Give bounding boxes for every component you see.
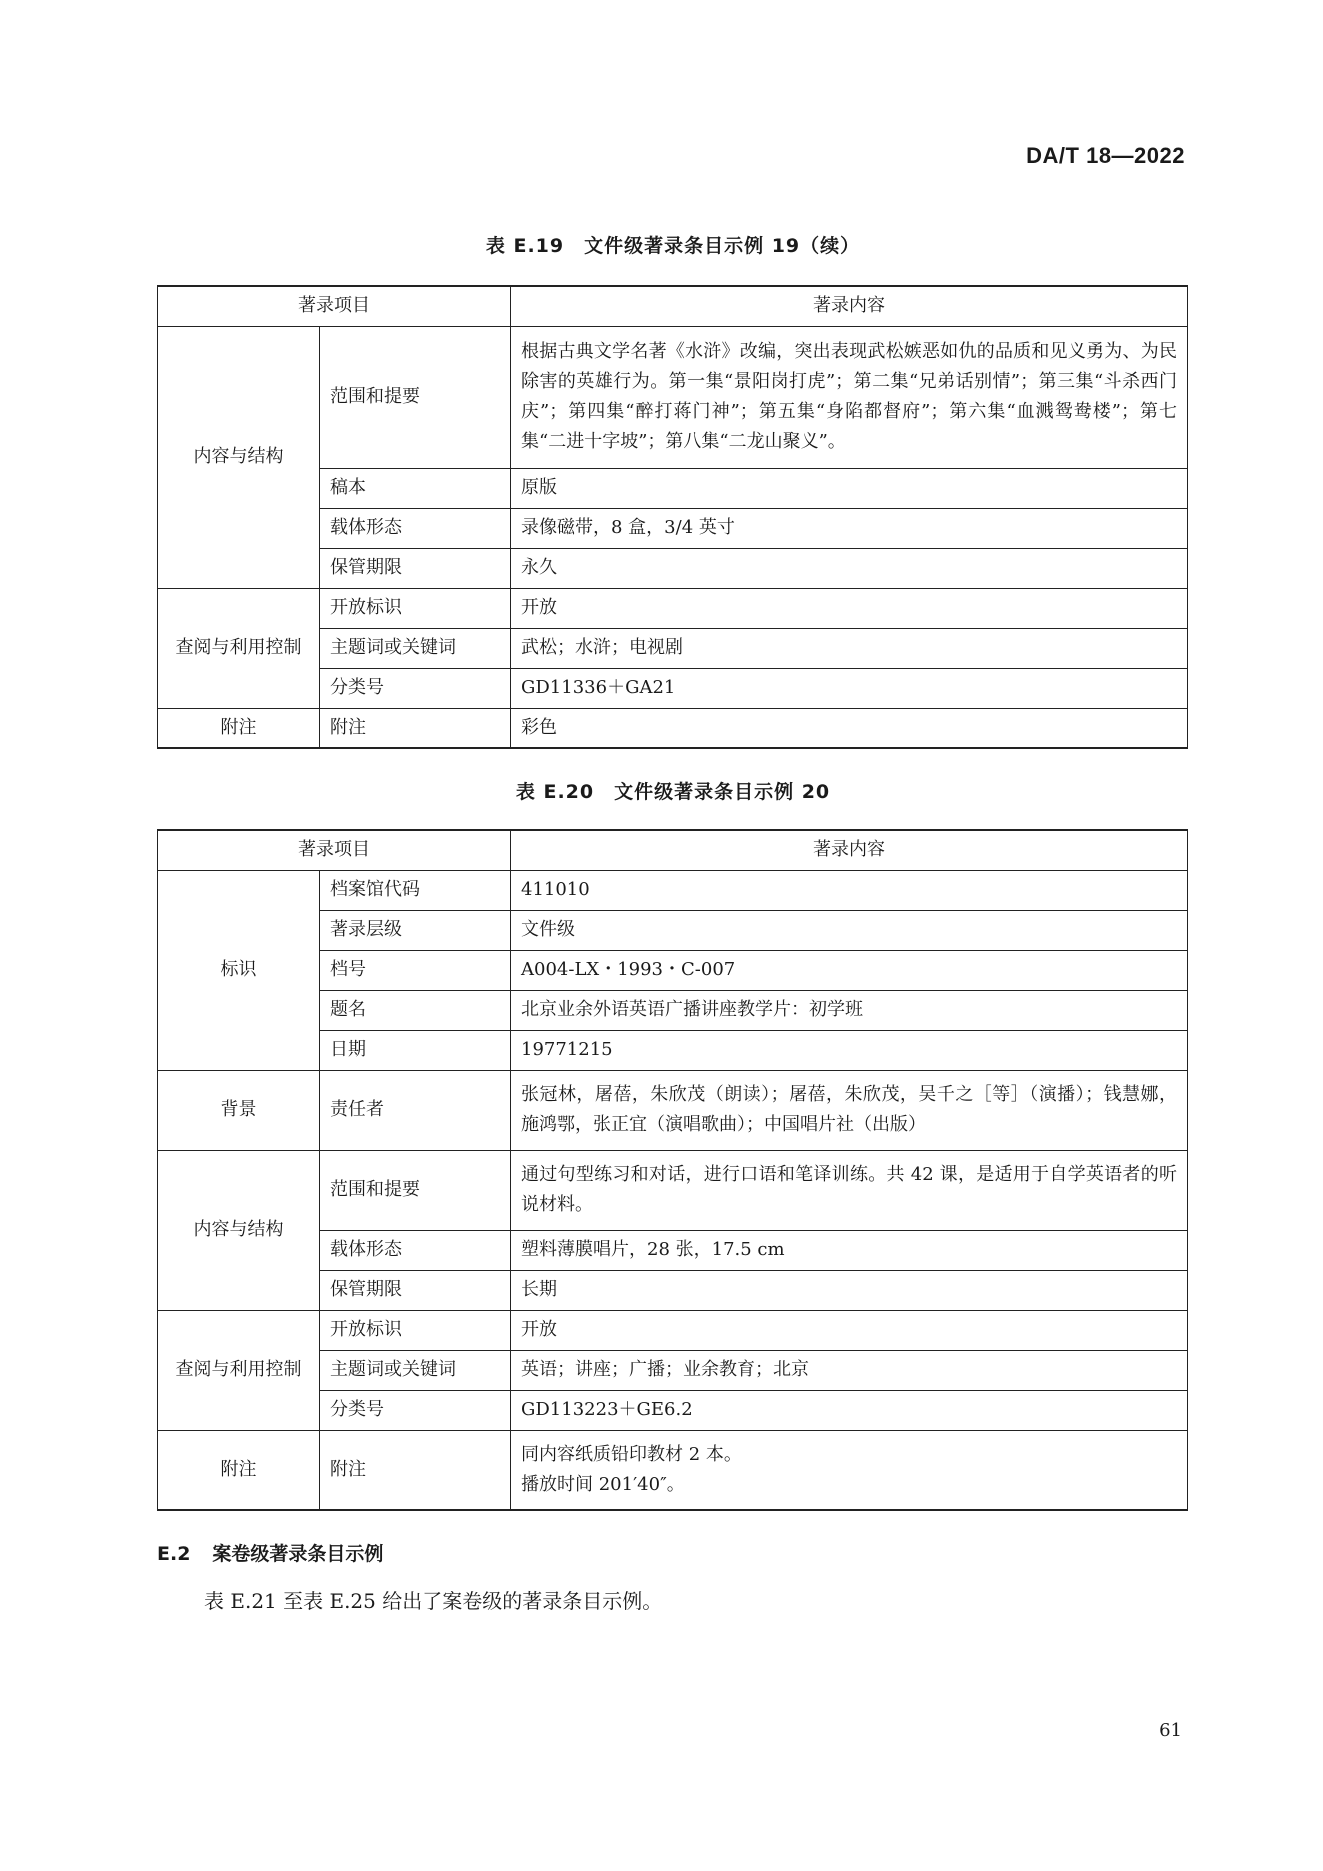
standard-number: DA/T 18—2022 xyxy=(1026,143,1185,168)
table-19-row-value: 原版 xyxy=(511,468,1188,508)
table-20-row-label: 档号 xyxy=(320,950,511,990)
table-20 xyxy=(157,829,1188,1511)
table-19-row-value: GD11336＋GA21 xyxy=(511,668,1188,708)
table-19-row-label: 载体形态 xyxy=(320,508,511,548)
table-20-group-notes: 附注 xyxy=(158,1430,320,1510)
table-20-row-label: 附注 xyxy=(320,1430,511,1510)
section-heading xyxy=(157,1539,383,1566)
table-20-row-value: 通过句型练习和对话，进行口语和笔译训练。共 42 课，是适用于自学英语者的听说材料。 xyxy=(511,1150,1188,1230)
table-19-row-label: 稿本 xyxy=(320,468,511,508)
table-20-row-value: 张冠林，屠蓓，朱欣茂（朗读）；屠蓓，朱欣茂，吴千之［等］（演播）；钱慧娜，施鸿鄂，张正宜（演唱歌曲）；中国唱片社（出版） xyxy=(511,1070,1188,1150)
table-19-row-value: 彩色 xyxy=(511,708,1188,748)
table-19-row-value: 开放 xyxy=(511,588,1188,628)
section-title: 案卷级著录条目示例 xyxy=(212,1543,384,1565)
table-20-head-content: 著录内容 xyxy=(511,830,1188,870)
table-19-head-content: 著录内容 xyxy=(511,286,1188,326)
table-19-row-label: 保管期限 xyxy=(320,548,511,588)
table-20-row-value: 长期 xyxy=(511,1270,1188,1310)
table-19-row-label: 主题词或关键词 xyxy=(320,628,511,668)
page-number: 61 xyxy=(1159,1720,1182,1741)
table-20-row-value: GD113223＋GE6.2 xyxy=(511,1390,1188,1430)
table-20-row-value: 开放 xyxy=(511,1310,1188,1350)
table-20-row-label: 范围和提要 xyxy=(320,1150,511,1230)
table-19-group-notes: 附注 xyxy=(158,708,320,748)
table-19-head-item: 著录项目 xyxy=(158,286,511,326)
table-19-row-value: 根据古典文学名著《水浒》改编，突出表现武松嫉恶如仇的品质和见义勇为、为民除害的英雄行为。第一集“景阳岗打虎”；第二集“兄弟话别情”；第三集“斗杀西门庆”；第四集“醉打蒋门神”；第五集“身陷都督府”；第六集“血溅鸳鸯楼”；第七集“二进十字坡”；第八集“二龙山聚义”。 xyxy=(511,326,1188,468)
table-20-row-label: 题名 xyxy=(320,990,511,1030)
table-20-row-label: 载体形态 xyxy=(320,1230,511,1270)
table-20-row-value: 英语；讲座；广播；业余教育；北京 xyxy=(511,1350,1188,1390)
table-20-row-value: A004-LX・1993・C-007 xyxy=(511,950,1188,990)
table-19-row-label: 开放标识 xyxy=(320,588,511,628)
table-19-row-value: 永久 xyxy=(511,548,1188,588)
table-20-row-label: 档案馆代码 xyxy=(320,870,511,910)
table-19-row-label: 附注 xyxy=(320,708,511,748)
table-19-group-access-control: 查阅与利用控制 xyxy=(158,588,320,708)
table-19-row-label: 范围和提要 xyxy=(320,326,511,468)
table-19 xyxy=(157,285,1188,749)
table-20-row-value: 411010 xyxy=(511,870,1188,910)
table-20-caption: 表 E.20 文件级著录条目示例 20 xyxy=(515,781,831,803)
table-20-group-background: 背景 xyxy=(158,1070,320,1150)
table-20-row-value: 同内容纸质铅印教材 2 本。 播放时间 201′40″。 xyxy=(511,1430,1188,1510)
table-20-row-label: 主题词或关键词 xyxy=(320,1350,511,1390)
table-20-row-label: 责任者 xyxy=(320,1070,511,1150)
table-20-row-value: 19771215 xyxy=(511,1030,1188,1070)
table-20-group-content-structure: 内容与结构 xyxy=(158,1150,320,1310)
table-20-row-label: 保管期限 xyxy=(320,1270,511,1310)
table-20-row-value: 塑料薄膜唱片，28 张，17.5 cm xyxy=(511,1230,1188,1270)
table-19-row-value: 录像磁带，8 盒，3/4 英寸 xyxy=(511,508,1188,548)
table-20-row-label: 分类号 xyxy=(320,1390,511,1430)
section-number: E.2 xyxy=(157,1543,191,1565)
table-20-head-item: 著录项目 xyxy=(158,830,511,870)
table-20-row-value: 北京业余外语英语广播讲座教学片：初学班 xyxy=(511,990,1188,1030)
table-19-row-label: 分类号 xyxy=(320,668,511,708)
table-20-group-identification: 标识 xyxy=(158,870,320,1070)
table-20-group-access-control: 查阅与利用控制 xyxy=(158,1310,320,1430)
table-20-row-label: 开放标识 xyxy=(320,1310,511,1350)
table-19-caption: 表 E.19 文件级著录条目示例 19（续） xyxy=(485,235,861,257)
table-20-row-value: 文件级 xyxy=(511,910,1188,950)
table-19-group-content-structure: 内容与结构 xyxy=(158,326,320,588)
table-19-row-value: 武松；水浒；电视剧 xyxy=(511,628,1188,668)
table-20-row-label: 日期 xyxy=(320,1030,511,1070)
table-20-row-label: 著录层级 xyxy=(320,910,511,950)
section-paragraph: 表 E.21 至表 E.25 给出了案卷级的著录条目示例。 xyxy=(204,1589,663,1613)
